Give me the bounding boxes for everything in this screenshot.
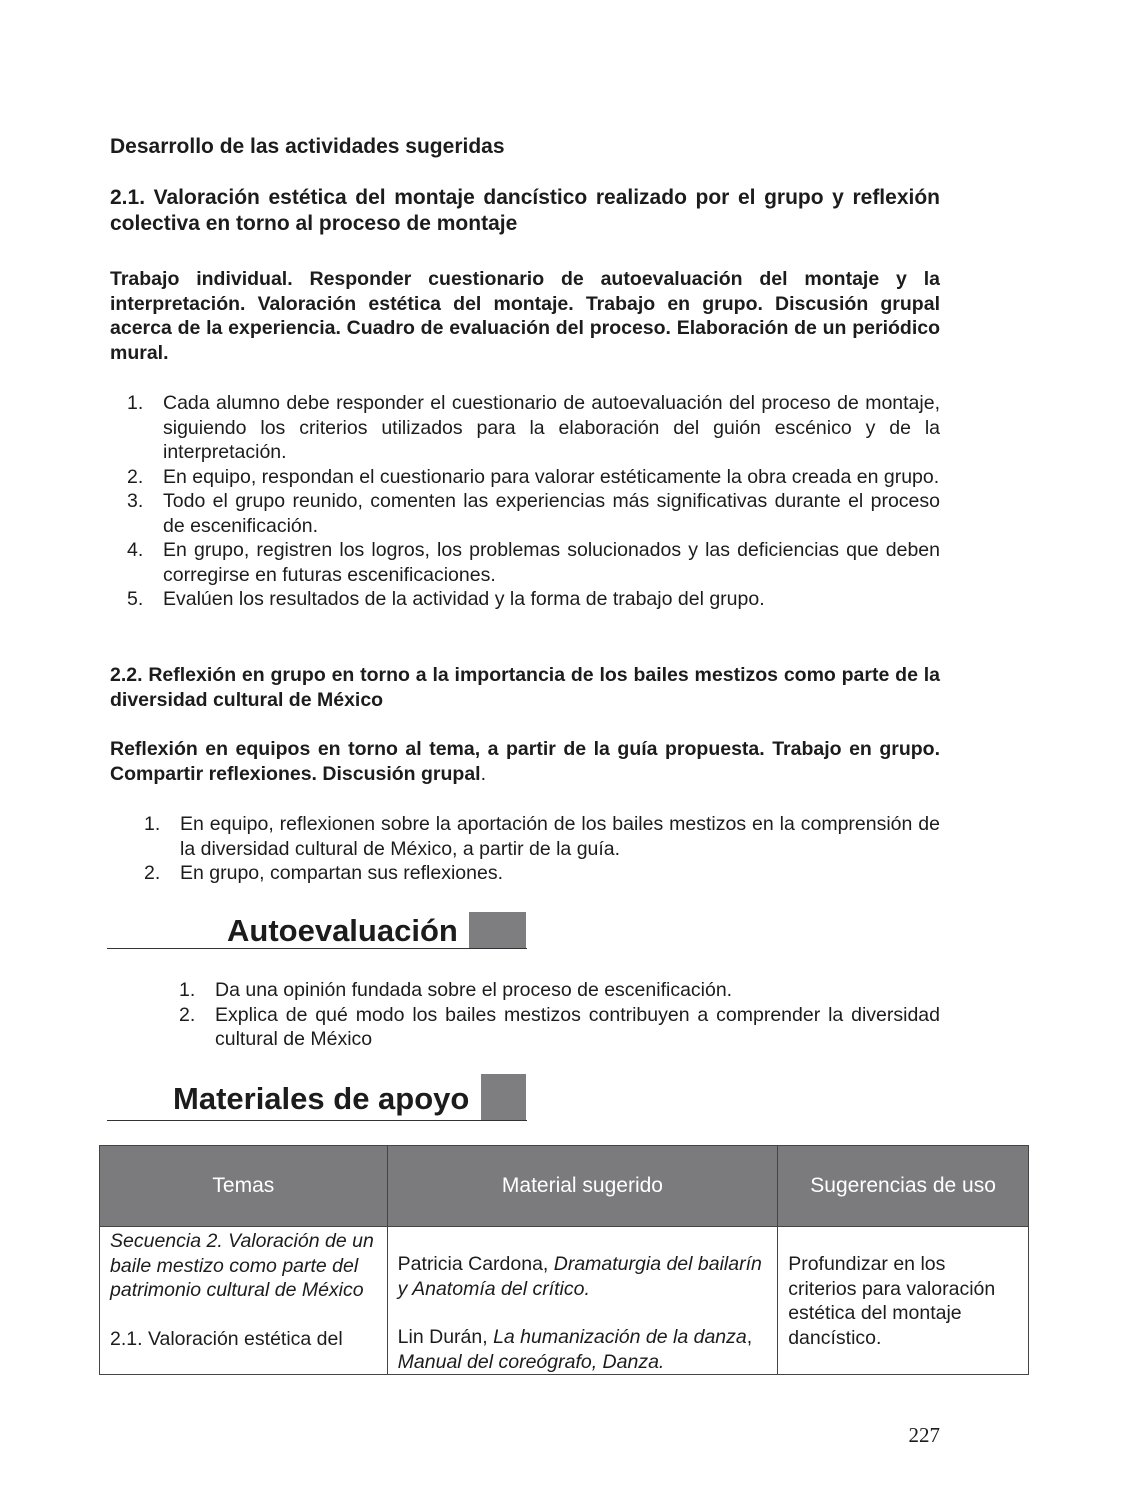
list-item: 1. En equipo, reflexionen sobre la aportación de los bailes mestizos en la comprensión de la diversidad cultural de México, a partir de la guía. xyxy=(144,813,940,860)
heading-marker-square xyxy=(481,1074,526,1120)
autoevaluacion-list xyxy=(179,978,940,1052)
table-row xyxy=(100,1227,1029,1375)
list-item: 3. Todo el grupo reunido, comenten las experiencias más significativas durante el proceso de escenificación. xyxy=(127,490,940,537)
section-2-1-list xyxy=(127,391,940,612)
list-item: 1. Da una opinión fundada sobre el proceso de escenificación. xyxy=(179,979,733,1001)
section-2-2-intro: Reflexión en equipos en torno al tema, a partir de la guía propuesta. Trabajo en grupo. Compartir reflexiones. Discusión grupal. xyxy=(110,738,940,785)
list-item: 2. Explica de qué modo los bailes mestizos contribuyen a comprender la diversidad cultural de México xyxy=(179,1003,940,1050)
materials-table xyxy=(99,1145,1029,1375)
column-header: Material sugerido xyxy=(387,1146,778,1227)
list-item: 5. Evalúen los resultados de la actividad y la forma de trabajo del grupo. xyxy=(127,588,765,610)
section-2-2-list xyxy=(144,812,940,886)
material-entry: Lin Durán, La humanización de la danza, Manual del coreógrafo, Danza. xyxy=(397,1326,753,1373)
materiales-heading: Materiales de apoyo xyxy=(173,1081,470,1116)
heading-underline xyxy=(107,1120,527,1121)
autoevaluacion-heading: Autoevaluación xyxy=(227,913,458,948)
list-item: 4. En grupo, registren los logros, los problemas solucionados y las deficiencias que deben corregirse en futuras escenificaciones. xyxy=(127,539,940,586)
section-2-2-heading: 2.2. Reflexión en grupo en torno a la importancia de los bailes mestizos como parte de la diversidad cultural de México xyxy=(110,664,940,711)
table-header-row xyxy=(100,1146,1029,1227)
section-title: Desarrollo de las actividades sugeridas xyxy=(110,135,505,158)
heading-marker-square xyxy=(469,912,526,948)
list-item: 2. En equipo, respondan el cuestionario para valorar estéticamente la obra creada en grupo. xyxy=(127,465,940,488)
heading-underline xyxy=(107,948,527,949)
section-2-1-intro: Trabajo individual. Responder cuestionario de autoevaluación del montaje y la interpretación. Valoración estética del montaje. Trabajo en grupo. Discusión grupal acerca de la experiencia. Cuadro de evaluación del proceso. Elaboración de un periódico mural. xyxy=(110,268,940,364)
temas-cell: Secuencia 2. Valoración de un baile mestizo como parte del patrimonio cultural de México 2.1. Valoración estética del xyxy=(100,1227,388,1375)
list-item: 2. En grupo, compartan sus reflexiones. xyxy=(144,862,504,884)
column-header: Sugerencias de uso xyxy=(778,1146,1029,1227)
list-item: 1. Cada alumno debe responder el cuestionario de autoevaluación del proceso de montaje, siguiendo los criterios utilizados para la elaboración del guión escénico y de la interpretación. xyxy=(127,392,940,463)
column-header: Temas xyxy=(100,1146,388,1227)
sugerencias-cell: Profundizar en los criterios para valoración estética del montaje dancístico. xyxy=(778,1227,1029,1375)
material-cell xyxy=(387,1227,778,1375)
section-2-1-heading: 2.1. Valoración estética del montaje dancístico realizado por el grupo y reflexión colectiva en torno al proceso de montaje xyxy=(110,186,940,235)
material-entry: Patricia Cardona, Dramaturgia del bailarín y Anatomía del crítico. xyxy=(397,1253,762,1300)
page-number: 227 xyxy=(908,1423,940,1447)
